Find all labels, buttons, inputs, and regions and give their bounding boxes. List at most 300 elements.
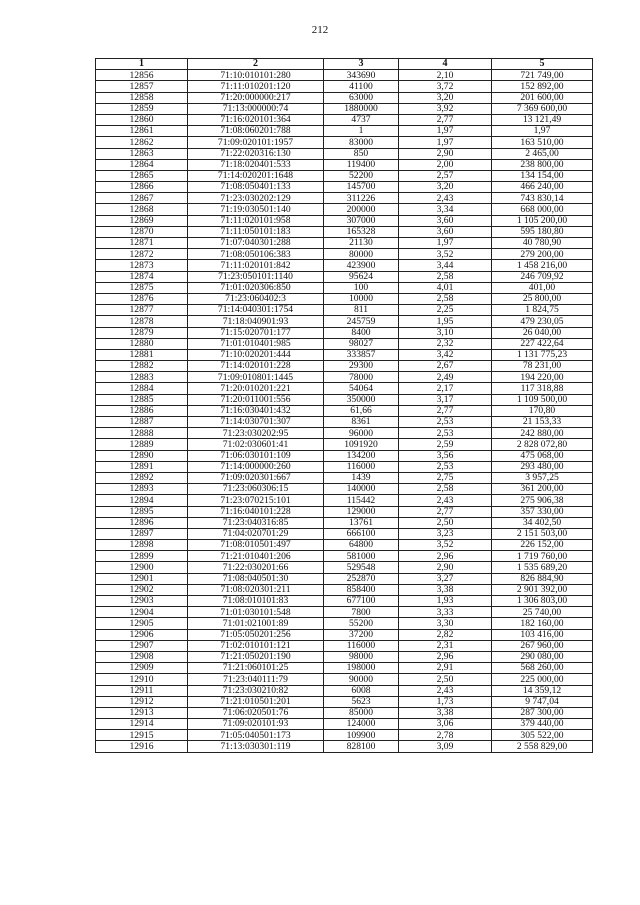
cadastral-number-cell: 71:20:000000:217 — [188, 92, 324, 103]
table-row — [96, 249, 593, 260]
value-cell: 1,97 — [492, 126, 593, 137]
rate-cell: 3,92 — [399, 103, 492, 114]
area-cell: 8400 — [324, 327, 399, 338]
cadastral-number-cell: 71:11:010201:120 — [188, 81, 324, 92]
value-cell: 290 080,00 — [492, 651, 593, 662]
rate-cell: 1,97 — [399, 238, 492, 249]
value-cell: 170,80 — [492, 405, 593, 416]
rate-cell: 2,31 — [399, 640, 492, 651]
value-cell: 238 800,00 — [492, 159, 593, 170]
value-cell: 21 153,33 — [492, 417, 593, 428]
cadastral-number-cell: 71:15:020701:177 — [188, 327, 324, 338]
row-number-cell: 12867 — [96, 193, 188, 204]
value-cell: 568 260,00 — [492, 663, 593, 674]
value-cell: 401,00 — [492, 282, 593, 293]
table-row — [96, 114, 593, 125]
rate-cell: 2,32 — [399, 338, 492, 349]
table-row — [96, 618, 593, 629]
area-cell: 811 — [324, 305, 399, 316]
value-cell: 78 231,00 — [492, 361, 593, 372]
page-number: 212 — [311, 24, 329, 36]
cadastral-number-cell: 71:01:010401:985 — [188, 338, 324, 349]
table-row — [96, 349, 593, 360]
area-cell: 198000 — [324, 663, 399, 674]
value-cell: 225 000,00 — [492, 674, 593, 685]
rate-cell: 2,90 — [399, 148, 492, 159]
value-cell: 1 131 775,23 — [492, 349, 593, 360]
cadastral-number-cell: 71:14:020101:228 — [188, 361, 324, 372]
row-number-cell: 12901 — [96, 573, 188, 584]
row-number-cell: 12874 — [96, 271, 188, 282]
value-cell: 2 558 829,00 — [492, 741, 593, 752]
value-cell: 721 749,00 — [492, 70, 593, 81]
rate-cell: 3,17 — [399, 394, 492, 405]
rate-cell: 3,20 — [399, 92, 492, 103]
area-cell: 140000 — [324, 484, 399, 495]
table-row — [96, 707, 593, 718]
table-row — [96, 528, 593, 539]
area-cell: 1439 — [324, 472, 399, 483]
row-number-cell: 12861 — [96, 126, 188, 137]
table-row — [96, 461, 593, 472]
table-row — [96, 450, 593, 461]
cadastral-number-cell: 71:04:020701:29 — [188, 528, 324, 539]
row-number-cell: 12878 — [96, 316, 188, 327]
area-cell: 80000 — [324, 249, 399, 260]
cadastral-number-cell: 71:21:050201:190 — [188, 651, 324, 662]
table-row — [96, 417, 593, 428]
area-cell: 6008 — [324, 685, 399, 696]
cadastral-number-cell: 71:08:010501:497 — [188, 540, 324, 551]
cadastral-number-cell: 71:09:020301:667 — [188, 472, 324, 483]
row-number-cell: 12885 — [96, 394, 188, 405]
cadastral-number-cell: 71:23:050101:1140 — [188, 271, 324, 282]
value-cell: 242 880,00 — [492, 428, 593, 439]
area-cell: 677100 — [324, 596, 399, 607]
rate-cell: 3,56 — [399, 450, 492, 461]
row-number-cell: 12889 — [96, 439, 188, 450]
area-cell: 828100 — [324, 741, 399, 752]
cadastral-number-cell: 71:06:020501:76 — [188, 707, 324, 718]
rate-cell: 3,52 — [399, 249, 492, 260]
value-cell: 287 300,00 — [492, 707, 593, 718]
cadastral-number-cell: 71:13:000000:74 — [188, 103, 324, 114]
cadastral-number-cell: 71:20:010201:221 — [188, 383, 324, 394]
cadastral-number-cell: 71:11:020101:958 — [188, 215, 324, 226]
table-row — [96, 338, 593, 349]
value-cell: 1 719 760,00 — [492, 551, 593, 562]
value-cell: 103 416,00 — [492, 629, 593, 640]
table-row — [96, 540, 593, 551]
rate-cell: 3,20 — [399, 182, 492, 193]
cadastral-number-cell: 71:23:060306:15 — [188, 484, 324, 495]
row-number-cell: 12898 — [96, 540, 188, 551]
column-header-2: 2 — [188, 59, 324, 70]
rate-cell: 3,27 — [399, 573, 492, 584]
value-cell: 475 068,00 — [492, 450, 593, 461]
cadastral-number-cell: 71:11:020101:842 — [188, 260, 324, 271]
table-row — [96, 383, 593, 394]
rate-cell: 2,77 — [399, 405, 492, 416]
row-number-cell: 12875 — [96, 282, 188, 293]
column-header-1: 1 — [96, 59, 188, 70]
value-cell: 227 422,64 — [492, 338, 593, 349]
row-number-cell: 12881 — [96, 349, 188, 360]
rate-cell: 2,00 — [399, 159, 492, 170]
area-cell: 52200 — [324, 170, 399, 181]
table-row — [96, 551, 593, 562]
area-cell: 165328 — [324, 226, 399, 237]
value-cell: 668 000,00 — [492, 204, 593, 215]
rate-cell: 3,38 — [399, 584, 492, 595]
table-header-row — [96, 59, 593, 70]
rate-cell: 2,77 — [399, 506, 492, 517]
area-cell: 54064 — [324, 383, 399, 394]
table-row — [96, 81, 593, 92]
row-number-cell: 12903 — [96, 596, 188, 607]
row-number-cell: 12905 — [96, 618, 188, 629]
table-row — [96, 562, 593, 573]
row-number-cell: 12863 — [96, 148, 188, 159]
row-number-cell: 12858 — [96, 92, 188, 103]
table-row — [96, 663, 593, 674]
cadastral-number-cell: 71:09:020101:1957 — [188, 137, 324, 148]
area-cell: 98027 — [324, 338, 399, 349]
value-cell: 1 105 200,00 — [492, 215, 593, 226]
cadastral-number-cell: 71:08:020301:211 — [188, 584, 324, 595]
row-number-cell: 12871 — [96, 238, 188, 249]
rate-cell: 3,42 — [399, 349, 492, 360]
cadastral-number-cell: 71:23:060402:3 — [188, 293, 324, 304]
area-cell: 95624 — [324, 271, 399, 282]
cadastral-number-cell: 71:08:010101:83 — [188, 596, 324, 607]
table-row — [96, 238, 593, 249]
rate-cell: 2,58 — [399, 271, 492, 282]
cadastral-number-cell: 71:23:030202:95 — [188, 428, 324, 439]
area-cell: 90000 — [324, 674, 399, 685]
rate-cell: 2,43 — [399, 193, 492, 204]
cadastral-number-cell: 71:02:010101:121 — [188, 640, 324, 651]
table-row — [96, 361, 593, 372]
cadastral-number-cell: 71:23:030210:82 — [188, 685, 324, 696]
table-row — [96, 484, 593, 495]
table-row — [96, 193, 593, 204]
area-cell: 4737 — [324, 114, 399, 125]
rate-cell: 2,75 — [399, 472, 492, 483]
cadastral-number-cell: 71:09:020101:93 — [188, 719, 324, 730]
row-number-cell: 12880 — [96, 338, 188, 349]
row-number-cell: 12886 — [96, 405, 188, 416]
area-cell: 61,66 — [324, 405, 399, 416]
cadastral-number-cell: 71:05:040501:173 — [188, 730, 324, 741]
row-number-cell: 12872 — [96, 249, 188, 260]
rate-cell: 2,57 — [399, 170, 492, 181]
table-row — [96, 730, 593, 741]
value-cell: 34 402,50 — [492, 517, 593, 528]
row-number-cell: 12893 — [96, 484, 188, 495]
value-cell: 201 600,00 — [492, 92, 593, 103]
area-cell: 116000 — [324, 640, 399, 651]
area-cell: 1880000 — [324, 103, 399, 114]
value-cell: 361 200,00 — [492, 484, 593, 495]
area-cell: 1 — [324, 126, 399, 137]
row-number-cell: 12887 — [96, 417, 188, 428]
table-row — [96, 685, 593, 696]
table-row — [96, 170, 593, 181]
row-number-cell: 12895 — [96, 506, 188, 517]
table-row — [96, 741, 593, 752]
value-cell: 3 957,25 — [492, 472, 593, 483]
row-number-cell: 12873 — [96, 260, 188, 271]
cadastral-value-table — [95, 58, 593, 753]
cadastral-number-cell: 71:23:030202:129 — [188, 193, 324, 204]
rate-cell: 3,44 — [399, 260, 492, 271]
row-number-cell: 12897 — [96, 528, 188, 539]
value-cell: 134 154,00 — [492, 170, 593, 181]
area-cell: 252870 — [324, 573, 399, 584]
cadastral-number-cell: 71:07:040301:288 — [188, 238, 324, 249]
area-cell: 529548 — [324, 562, 399, 573]
rate-cell: 2,43 — [399, 495, 492, 506]
rate-cell: 1,93 — [399, 596, 492, 607]
cadastral-number-cell: 71:06:030101:109 — [188, 450, 324, 461]
row-number-cell: 12862 — [96, 137, 188, 148]
table-row — [96, 674, 593, 685]
rate-cell: 2,58 — [399, 293, 492, 304]
table-row — [96, 148, 593, 159]
row-number-cell: 12869 — [96, 215, 188, 226]
cadastral-number-cell: 71:02:030601:41 — [188, 439, 324, 450]
table-row — [96, 70, 593, 81]
table-row — [96, 607, 593, 618]
table-row — [96, 372, 593, 383]
cadastral-number-cell: 71:01:030101:548 — [188, 607, 324, 618]
table-row — [96, 573, 593, 584]
table-row — [96, 327, 593, 338]
value-cell: 275 906,38 — [492, 495, 593, 506]
rate-cell: 2,67 — [399, 361, 492, 372]
rate-cell: 3,60 — [399, 215, 492, 226]
column-header-5: 5 — [492, 59, 593, 70]
area-cell: 115442 — [324, 495, 399, 506]
area-cell: 307000 — [324, 215, 399, 226]
cadastral-number-cell: 71:14:030701:307 — [188, 417, 324, 428]
value-cell: 246 709,92 — [492, 271, 593, 282]
cadastral-number-cell: 71:14:000000:260 — [188, 461, 324, 472]
area-cell: 85000 — [324, 707, 399, 718]
row-number-cell: 12914 — [96, 719, 188, 730]
area-cell: 134200 — [324, 450, 399, 461]
value-cell: 25 740,00 — [492, 607, 593, 618]
area-cell: 423900 — [324, 260, 399, 271]
cadastral-number-cell: 71:16:030401:432 — [188, 405, 324, 416]
table-row — [96, 696, 593, 707]
cadastral-number-cell: 71:21:010501:201 — [188, 696, 324, 707]
rate-cell: 2,50 — [399, 517, 492, 528]
row-number-cell: 12868 — [96, 204, 188, 215]
value-cell: 182 160,00 — [492, 618, 593, 629]
row-number-cell: 12877 — [96, 305, 188, 316]
row-number-cell: 12908 — [96, 651, 188, 662]
area-cell: 581000 — [324, 551, 399, 562]
table-row — [96, 204, 593, 215]
table-row — [96, 428, 593, 439]
cadastral-number-cell: 71:20:011001:556 — [188, 394, 324, 405]
area-cell: 78000 — [324, 372, 399, 383]
row-number-cell: 12912 — [96, 696, 188, 707]
cadastral-number-cell: 71:14:040301:1754 — [188, 305, 324, 316]
area-cell: 8361 — [324, 417, 399, 428]
row-number-cell: 12896 — [96, 517, 188, 528]
table-row — [96, 506, 593, 517]
row-number-cell: 12876 — [96, 293, 188, 304]
area-cell: 5623 — [324, 696, 399, 707]
table-row — [96, 495, 593, 506]
rate-cell: 4,01 — [399, 282, 492, 293]
area-cell: 96000 — [324, 428, 399, 439]
area-cell: 116000 — [324, 461, 399, 472]
rate-cell: 3,30 — [399, 618, 492, 629]
rate-cell: 2,50 — [399, 674, 492, 685]
table-row — [96, 215, 593, 226]
rate-cell: 2,53 — [399, 417, 492, 428]
row-number-cell: 12859 — [96, 103, 188, 114]
row-number-cell: 12884 — [96, 383, 188, 394]
rate-cell: 1,73 — [399, 696, 492, 707]
row-number-cell: 12916 — [96, 741, 188, 752]
rate-cell: 2,53 — [399, 428, 492, 439]
cadastral-number-cell: 71:11:050101:183 — [188, 226, 324, 237]
value-cell: 14 359,12 — [492, 685, 593, 696]
rate-cell: 2,43 — [399, 685, 492, 696]
row-number-cell: 12907 — [96, 640, 188, 651]
value-cell: 743 830,14 — [492, 193, 593, 204]
row-number-cell: 12857 — [96, 81, 188, 92]
area-cell: 850 — [324, 148, 399, 159]
rate-cell: 3,72 — [399, 81, 492, 92]
cadastral-number-cell: 71:22:020316:130 — [188, 148, 324, 159]
value-cell: 466 240,00 — [492, 182, 593, 193]
table-row — [96, 271, 593, 282]
table-row — [96, 137, 593, 148]
cadastral-number-cell: 71:16:020101:364 — [188, 114, 324, 125]
cadastral-number-cell: 71:01:021001:89 — [188, 618, 324, 629]
table-body — [96, 70, 593, 752]
table-row — [96, 394, 593, 405]
row-number-cell: 12890 — [96, 450, 188, 461]
area-cell: 41100 — [324, 81, 399, 92]
cadastral-number-cell: 71:23:070215:101 — [188, 495, 324, 506]
cadastral-number-cell: 71:21:010401:206 — [188, 551, 324, 562]
rate-cell: 2,59 — [399, 439, 492, 450]
cadastral-number-cell: 71:13:030301:119 — [188, 741, 324, 752]
row-number-cell: 12909 — [96, 663, 188, 674]
table-row — [96, 517, 593, 528]
cadastral-number-cell: 71:16:040101:228 — [188, 506, 324, 517]
value-cell: 13 121,49 — [492, 114, 593, 125]
table-row — [96, 103, 593, 114]
value-cell: 2 151 503,00 — [492, 528, 593, 539]
table-row — [96, 651, 593, 662]
value-cell: 357 330,00 — [492, 506, 593, 517]
cadastral-number-cell: 71:09:010801:1445 — [188, 372, 324, 383]
value-cell: 25 800,00 — [492, 293, 593, 304]
rate-cell: 1,97 — [399, 126, 492, 137]
cadastral-number-cell: 71:19:030501:140 — [188, 204, 324, 215]
cadastral-number-cell: 71:22:030201:66 — [188, 562, 324, 573]
rate-cell: 3,33 — [399, 607, 492, 618]
table-row — [96, 159, 593, 170]
row-number-cell: 12915 — [96, 730, 188, 741]
row-number-cell: 12902 — [96, 584, 188, 595]
value-cell: 2 465,00 — [492, 148, 593, 159]
row-number-cell: 12910 — [96, 674, 188, 685]
value-cell: 1 109 500,00 — [492, 394, 593, 405]
area-cell: 63000 — [324, 92, 399, 103]
area-cell: 119400 — [324, 159, 399, 170]
rate-cell: 3,52 — [399, 540, 492, 551]
value-cell: 1 824,75 — [492, 305, 593, 316]
area-cell: 13761 — [324, 517, 399, 528]
row-number-cell: 12891 — [96, 461, 188, 472]
cadastral-number-cell: 71:01:020306:850 — [188, 282, 324, 293]
table-row — [96, 472, 593, 483]
table-row — [96, 719, 593, 730]
area-cell: 145700 — [324, 182, 399, 193]
row-number-cell: 12882 — [96, 361, 188, 372]
area-cell: 100 — [324, 282, 399, 293]
row-number-cell: 12864 — [96, 159, 188, 170]
area-cell: 245759 — [324, 316, 399, 327]
value-cell: 293 480,00 — [492, 461, 593, 472]
area-cell: 37200 — [324, 629, 399, 640]
table-row — [96, 305, 593, 316]
area-cell: 64800 — [324, 540, 399, 551]
value-cell: 2 901 392,00 — [492, 584, 593, 595]
row-number-cell: 12865 — [96, 170, 188, 181]
table-row — [96, 126, 593, 137]
cadastral-number-cell: 71:18:020401:533 — [188, 159, 324, 170]
area-cell: 83000 — [324, 137, 399, 148]
rate-cell: 3,09 — [399, 741, 492, 752]
table-row — [96, 584, 593, 595]
table-row — [96, 405, 593, 416]
value-cell: 279 200,00 — [492, 249, 593, 260]
table-row — [96, 640, 593, 651]
row-number-cell: 12883 — [96, 372, 188, 383]
row-number-cell: 12856 — [96, 70, 188, 81]
area-cell: 129000 — [324, 506, 399, 517]
table-row — [96, 439, 593, 450]
rate-cell: 2,25 — [399, 305, 492, 316]
row-number-cell: 12906 — [96, 629, 188, 640]
table-row — [96, 182, 593, 193]
area-cell: 55200 — [324, 618, 399, 629]
cadastral-number-cell: 71:10:020201:444 — [188, 349, 324, 360]
area-cell: 109900 — [324, 730, 399, 741]
table-row — [96, 316, 593, 327]
rate-cell: 3,10 — [399, 327, 492, 338]
cadastral-number-cell: 71:18:040901:93 — [188, 316, 324, 327]
area-cell: 7800 — [324, 607, 399, 618]
area-cell: 666100 — [324, 528, 399, 539]
cadastral-number-cell: 71:05:050201:256 — [188, 629, 324, 640]
row-number-cell: 12870 — [96, 226, 188, 237]
area-cell: 858400 — [324, 584, 399, 595]
value-cell: 117 318,88 — [492, 383, 593, 394]
rate-cell: 2,77 — [399, 114, 492, 125]
rate-cell: 3,23 — [399, 528, 492, 539]
